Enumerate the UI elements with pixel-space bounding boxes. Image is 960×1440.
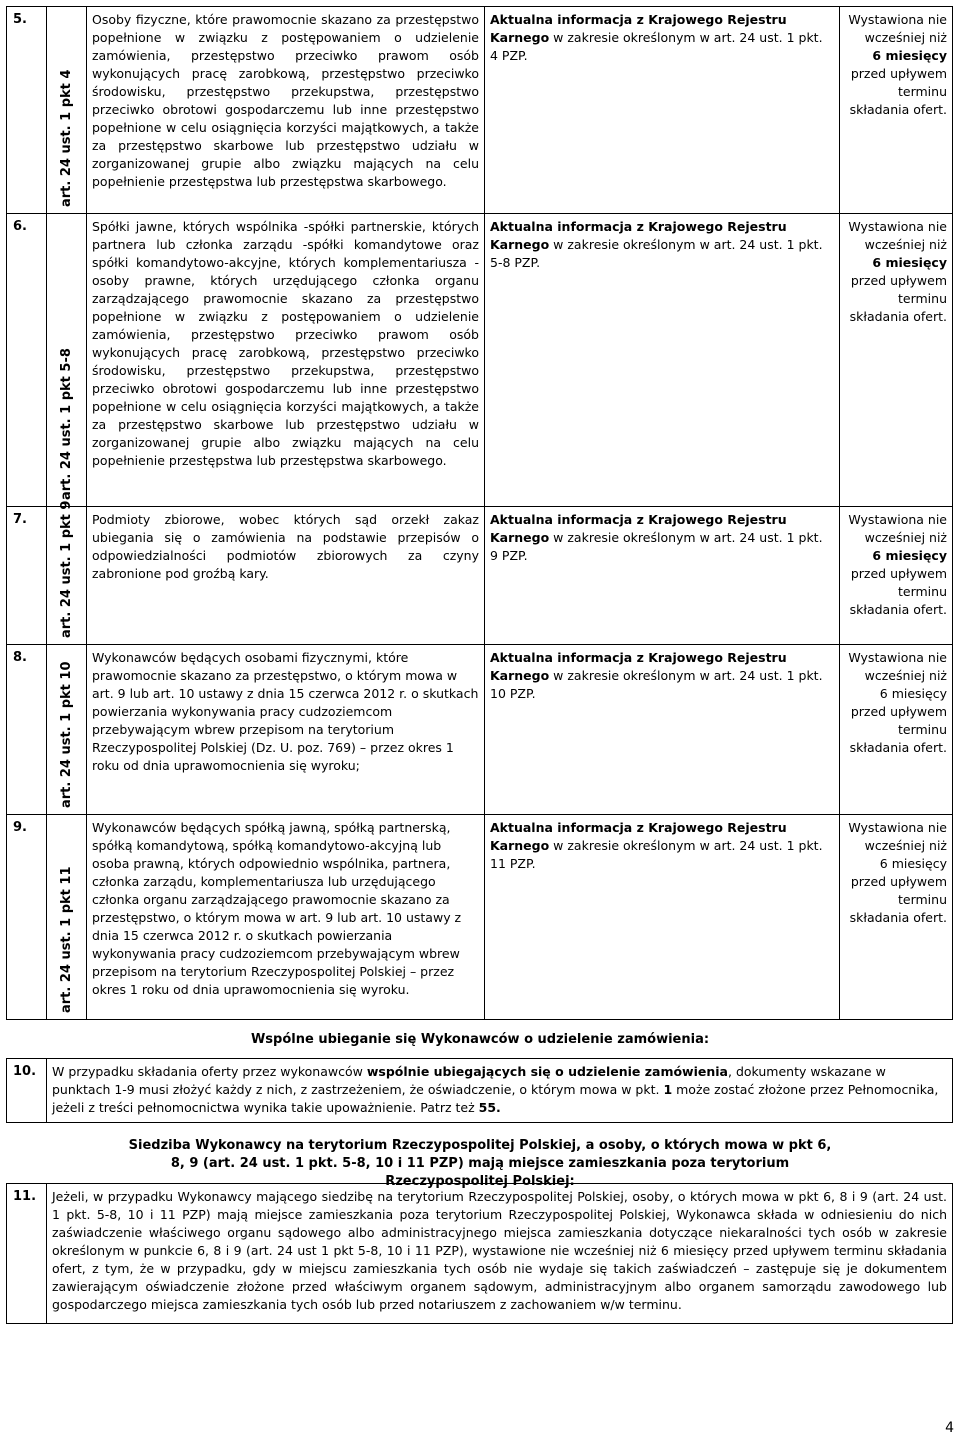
required-document: Aktualna informacja z Krajowego Rejestru Karnego w zakresie określonym w art. 24 ust. 1 pkt. 10 PZP. (485, 645, 840, 815)
criteria-table (6, 6, 953, 1020)
validity-term: Wystawiona nie wcześniej niż 6 miesięcy przed upływem terminu składania ofert. (840, 645, 953, 815)
point-11-table (6, 1183, 953, 1324)
requirement-description: Wykonawców będących osobami fizycznymi, które prawomocnie skazano za przestępstwo, o którym mowa w art. 9 lub art. 10 ustawy z dnia 15 czerwca 2012 r. o skutkach powierzania wykonywania pracy cudzoziemcom przebywającym wbrew przepisom na terytorium Rzeczypospolitej Polskiej (Dz. U. poz. 769) – przez okres 1 roku od dnia uprawomocnienia się wyroku; (87, 645, 485, 815)
point-10-text: W przypadku składania oferty przez wykonawców wspólnie ubiegających się o udzielenie zamówienia, dokumenty wskazane w punktach 1-9 musi złożyć każdy z nich, z zastrzeżeniem, że oświadczenie, o którym mowa w pkt. 1 może zostać złożone przez Pełnomocnika, jeżeli z treści pełnomocnictwa wynika takie upoważnienie. Patrz też 55. (47, 1059, 953, 1123)
table-row (7, 645, 953, 815)
row-number: 7. (7, 507, 47, 645)
article-ref: art. 24 ust. 1 pkt 5-8 (47, 214, 87, 507)
required-document: Aktualna informacja z Krajowego Rejestru Karnego w zakresie określonym w art. 24 ust. 1 pkt. 5-8 PZP. (485, 214, 840, 507)
requirement-description: Osoby fizyczne, które prawomocnie skazano za przestępstwo popełnione w związku z postępowaniem o udzielenie zamówienia, przestępstwo przeciwko prawom osób wykonujących pracę zarobkową, przestępstwo przeciwko środowisku, przestępstwo przekupstwa, przestępstwo przeciwko obrotowi gospodarczemu lub inne przestępstwo popełnione w celu osiągnięcia korzyści majątkowych, a także za przestępstwo skarbowe lub przestępstwo udziału w zorganizowanej grupie albo związku mających na celu popełnienie przestępstwa lub przestępstwa skarbowego. (87, 7, 485, 214)
article-ref: art. 24 ust. 1 pkt 4 (47, 7, 87, 214)
point-11-text: Jeżeli, w przypadku Wykonawcy mającego siedzibę na terytorium Rzeczypospolitej Polskiej, osoby, o których mowa w pkt 6, 8 i 9 (art. 24 ust. 1 pkt. 5-8, 10 i 11 PZP) mają miejsce zamieszkania poza terytorium Rzeczypospolitej Polskiej, Wykonawca składa w odniesieniu do nich zaświadczenie właściwego organu sądowego albo administracyjnego miejsca zamieszkania dotyczące niekaralności tych osób w zakresie określonym w punkcie 6, 8 i 9 (art. 24 ust 1 pkt 5-8, 10 i 11 PZP), wystawione nie wcześniej niż 6 miesięcy przed upływem terminu składania ofert, z tym, że w przypadku, gdy w miejscu zamieszkania tych osób nie wydaje się takich zaświadczeń – zastępuje się je dokumentem zawierającym oświadczenie złożone przed właściwym organem sądowym, administracyjnym albo organem samorządu zawodowego lub gospodarczego miejsca zamieszkania tych osób lub przed notariuszem z zachowaniem w/w terminu. (47, 1184, 953, 1324)
table-row (7, 214, 953, 507)
table-row (7, 7, 953, 214)
point-10-table (6, 1058, 953, 1123)
article-ref: art. 24 ust. 1 pkt 9 (47, 507, 87, 645)
table-row (7, 815, 953, 1020)
seat-heading: Siedziba Wykonawcy na terytorium Rzeczypospolitej Polskiej, a osoby, o których mowa w pkt 6, 8, 9 (art. 24 ust. 1 pkt. 5-8, 10 i 11 PZP) mają miejsce zamieszkania poza terytorium Rzeczypospolitej Polskiej: (128, 1138, 832, 1189)
required-document: Aktualna informacja z Krajowego Rejestru Karnego w zakresie określonym w art. 24 ust. 1 pkt. 11 PZP. (485, 815, 840, 1020)
row-number: 6. (7, 214, 47, 507)
row-number: 5. (7, 7, 47, 214)
validity-term: Wystawiona nie wcześniej niż 6 miesięcy przed upływem terminu składania ofert. (840, 507, 953, 645)
page-number: 4 (945, 1420, 954, 1436)
validity-term: Wystawiona nie wcześniej niż 6 miesięcy przed upływem terminu składania ofert. (840, 7, 953, 214)
article-ref: art. 24 ust. 1 pkt 10 (47, 645, 87, 815)
joint-bidding-heading: Wspólne ubieganie się Wykonawców o udzielenie zamówienia: (250, 1032, 710, 1047)
validity-term: Wystawiona nie wcześniej niż 6 miesięcy przed upływem terminu składania ofert. (840, 214, 953, 507)
required-document: Aktualna informacja z Krajowego Rejestru Karnego w zakresie określonym w art. 24 ust. 1 pkt. 9 PZP. (485, 507, 840, 645)
table-row (7, 1059, 953, 1123)
article-ref: art. 24 ust. 1 pkt 11 (47, 815, 87, 1020)
requirement-description: Wykonawców będących spółką jawną, spółką partnerską, spółką komandytową, spółką komandytowo-akcyjną lub osoba prawną, których odpowiednio wspólnika, partnera, członka zarządu, komplementariusza lub urzędującego członka organu zarządzającego prawomocnie skazano za przestępstwo, o którym mowa w art. 9 lub art. 10 ustawy z dnia 15 czerwca 2012 r. o skutkach powierzania wykonywania pracy cudzoziemcom przebywającym wbrew przepisom na terytorium Rzeczypospolitej Polskiej – przez okres 1 roku od dnia uprawomocnienia się wyroku. (87, 815, 485, 1020)
row-number: 11. (7, 1184, 47, 1324)
required-document: Aktualna informacja z Krajowego Rejestru Karnego w zakresie określonym w art. 24 ust. 1 pkt. 4 PZP. (485, 7, 840, 214)
row-number: 8. (7, 645, 47, 815)
table-row (7, 1184, 953, 1324)
row-number: 10. (7, 1059, 47, 1123)
row-number: 9. (7, 815, 47, 1020)
requirement-description: Podmioty zbiorowe, wobec których sąd orzekł zakaz ubiegania się o zamówienia na podstawie przepisów o odpowiedzialności podmiotów zbiorowych za czyny zabronione pod groźbą kary. (87, 507, 485, 645)
requirement-description: Spółki jawne, których wspólnika -spółki partnerskie, których partnera lub członka zarządu -spółki komandytowe oraz spółki komandytowo-akcyjne, których komplementariusza - osoby prawne, których urzędującego członka organu zarządzającego prawomocnie skazano za przestępstwo popełnione w związku z postępowaniem o udzielenie zamówienia, przestępstwo przeciwko prawom osób wykonujących pracę zarobkową, przestępstwo przeciwko środowisku, przestępstwo przekupstwa, przestępstwo przeciwko obrotowi gospodarczemu lub inne przestępstwo popełnione w celu osiągnięcia korzyści majątkowych, a także za przestępstwo skarbowe lub przestępstwo udziału w zorganizowanej grupie albo związku mających na celu popełnienie przestępstwa lub przestępstwa skarbowego. (87, 214, 485, 507)
table-row (7, 507, 953, 645)
validity-term: Wystawiona nie wcześniej niż 6 miesięcy przed upływem terminu składania ofert. (840, 815, 953, 1020)
